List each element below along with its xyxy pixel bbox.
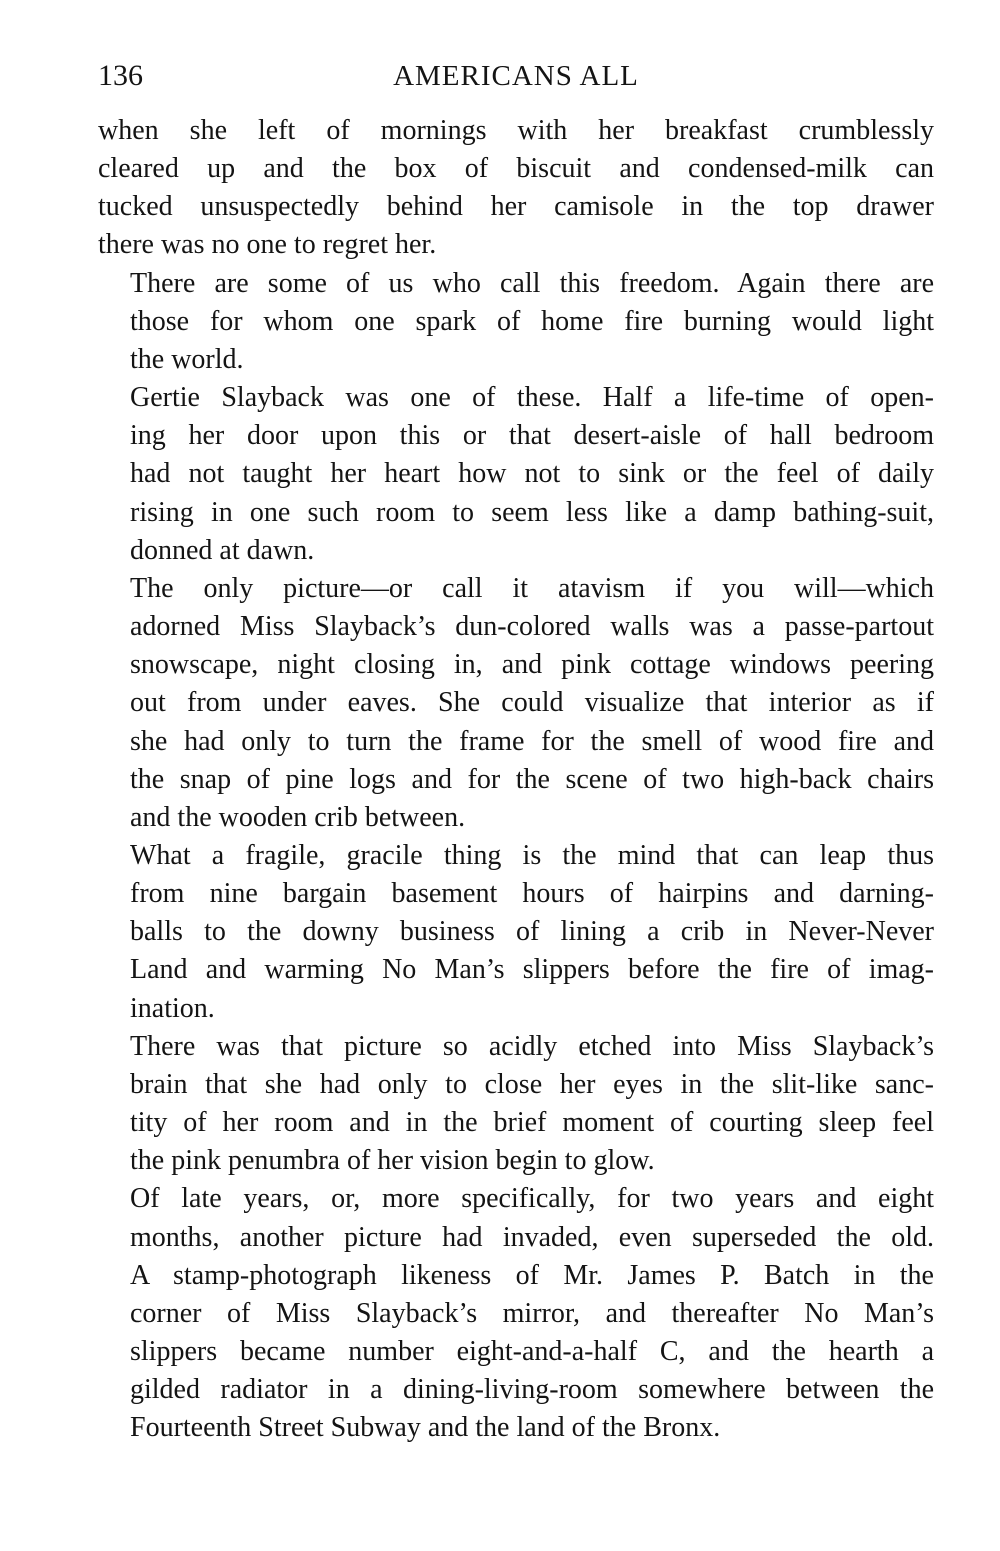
text-line: slippers became number eight-and-a-half C, and the hearth a bbox=[130, 1336, 934, 1367]
text-line: brain that she had only to close her eyes in the slit-like sanc- bbox=[130, 1068, 934, 1100]
text-line: the pink penumbra of her vision begin to glow. bbox=[130, 1145, 655, 1177]
text-line: cleared up and the box of biscuit and condensed-milk can bbox=[98, 153, 934, 185]
body-text bbox=[98, 112, 934, 1447]
running-head bbox=[98, 56, 934, 96]
text-line: A stamp-photograph likeness of Mr. James P. Batch in the bbox=[130, 1259, 934, 1291]
text-line: from nine bargain basement hours of hairpins and darning- bbox=[130, 878, 934, 910]
text-line: when she left of mornings with her breakfast crumblessly bbox=[98, 115, 934, 146]
text-line: out from under eaves. She could visualize that interior as if bbox=[130, 687, 934, 719]
text-line: There are some of us who call this freedom. Again there are bbox=[130, 267, 934, 299]
text-line: months, another picture had invaded, even superseded the old. bbox=[130, 1221, 934, 1253]
text-line: ination. bbox=[130, 992, 215, 1024]
text-line: and the wooden crib between. bbox=[130, 801, 466, 833]
paragraph bbox=[98, 570, 934, 837]
text-line: those for whom one spark of home fire burning would light bbox=[130, 305, 934, 337]
text-line: gilded radiator in a dining-living-room somewhere between the bbox=[130, 1374, 934, 1406]
page-number: 136 bbox=[98, 59, 143, 92]
text-line: tity of her room and in the brief moment of courting sleep feel bbox=[130, 1107, 934, 1139]
text-line: Of late years, or, more specifically, for two years and eight bbox=[130, 1183, 934, 1215]
text-line: Land and warming No Man’s slippers before the fire of imag- bbox=[130, 954, 934, 986]
paragraph bbox=[98, 1180, 934, 1447]
text-line: balls to the downy business of lining a crib in Never-Never bbox=[130, 916, 934, 948]
text-line: had not taught her heart how not to sink or the feel of daily bbox=[130, 458, 934, 490]
text-line: adorned Miss Slayback’s dun-colored walls was a passe-partout bbox=[130, 611, 934, 643]
paragraph bbox=[98, 379, 934, 570]
running-title: AMERICANS ALL bbox=[393, 60, 639, 92]
text-line: Fourteenth Street Subway and the land of the Bronx. bbox=[130, 1412, 721, 1444]
text-line: there was no one to regret her. bbox=[98, 229, 437, 261]
text-line: rising in one such room to seem less like a damp bathing-suit, bbox=[130, 496, 934, 528]
text-line: What a fragile, gracile thing is the mind that can leap thus bbox=[130, 839, 934, 871]
text-line: corner of Miss Slayback’s mirror, and thereafter No Man’s bbox=[130, 1297, 934, 1329]
text-line: donned at dawn. bbox=[130, 534, 315, 566]
paragraph bbox=[98, 265, 934, 379]
text-line: There was that picture so acidly etched into Miss Slayback’s bbox=[130, 1030, 934, 1062]
text-line: Gertie Slayback was one of these. Half a life-time of open- bbox=[130, 382, 934, 414]
paragraph bbox=[98, 837, 934, 1028]
text-line: The only picture—or call it atavism if you will—which bbox=[130, 572, 934, 604]
paragraph bbox=[98, 1028, 934, 1181]
paragraph bbox=[98, 112, 934, 265]
text-line: ing her door upon this or that desert-aisle of hall bedroom bbox=[130, 420, 934, 452]
text-line: snowscape, night closing in, and pink cottage windows peering bbox=[130, 649, 934, 681]
text-line: the world. bbox=[130, 343, 244, 375]
text-line: tucked unsuspectedly behind her camisole in the top drawer bbox=[98, 191, 934, 223]
text-line: the snap of pine logs and for the scene of two high-back chairs bbox=[130, 763, 934, 795]
text-line: she had only to turn the frame for the smell of wood fire and bbox=[130, 725, 934, 757]
